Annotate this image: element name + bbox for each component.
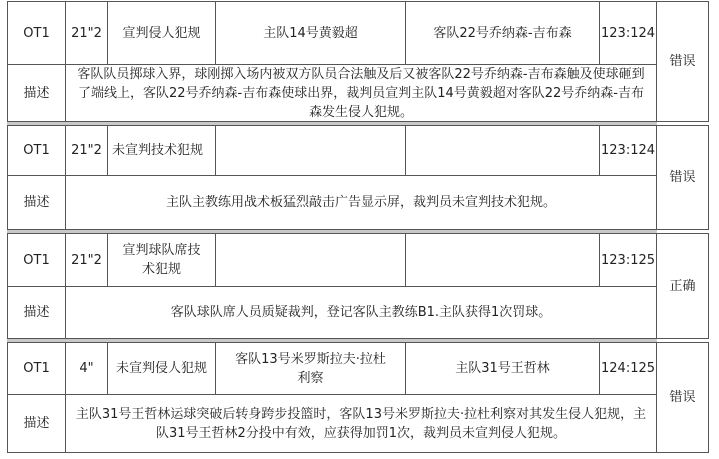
score-cell: 123:125 [599, 233, 657, 287]
call-cell: 宣判球队席技术犯规 [107, 233, 216, 287]
player-a-cell: 主队14号黄毅超 [215, 1, 406, 65]
time-cell: 21"2 [65, 233, 108, 287]
score-cell: 123:124 [599, 1, 657, 65]
period-cell: OT1 [7, 342, 66, 395]
desc-label-cell: 描述 [7, 64, 66, 122]
player-a-cell: 客队13号米罗斯拉夫·拉杜利察 [215, 342, 406, 395]
period-cell: OT1 [7, 233, 66, 287]
description-cell: 客队队员掷球入界，球刚掷入场内被双方队员合法触及后又被客队22号乔纳森-吉布森触及使球砸到了端线上，客队22号乔纳森-吉布森使球出界，裁判员宣判主队14号黄毅超对客队22号乔纳森-吉布森发生侵人犯规。 [65, 64, 657, 122]
score-cell: 123:124 [599, 125, 657, 176]
period-cell: OT1 [7, 125, 66, 176]
verdict-cell: 错误 [656, 125, 709, 230]
verdict-cell: 正确 [656, 233, 709, 339]
period-cell: OT1 [7, 1, 66, 65]
player-b-cell: 客队22号乔纳森-吉布森 [405, 1, 600, 65]
player-b-cell: 主队31号王哲林 [405, 342, 600, 395]
call-cell: 未宣判技术犯规 [107, 125, 216, 176]
desc-label-cell: 描述 [7, 394, 66, 453]
desc-label-cell: 描述 [7, 175, 66, 230]
description-cell: 主队31号王哲林运球突破后转身跨步投篮时，客队13号米罗斯拉夫·拉杜利察对其发生侵人犯规，主队31号王哲林2分投中有效，应获得加罚1次，裁判员未宣判侵人犯规。 [65, 394, 657, 453]
review-table [7, 1, 709, 453]
call-cell: 未宣判侵人犯规 [107, 342, 216, 395]
player-b-cell [405, 233, 600, 287]
player-a-cell [215, 233, 406, 287]
description-cell: 主队主教练用战术板猛烈敲击广告显示屏，裁判员未宣判技术犯规。 [65, 175, 657, 230]
score-cell: 124:125 [599, 342, 657, 395]
description-cell: 客队球队席人员质疑裁判，登记客队主教练B1.主队获得1次罚球。 [65, 286, 657, 339]
time-cell: 21"2 [65, 1, 108, 65]
time-cell: 4" [65, 342, 108, 395]
verdict-cell: 错误 [656, 1, 709, 122]
time-cell: 21"2 [65, 125, 108, 176]
verdict-cell: 错误 [656, 342, 709, 453]
call-cell: 宣判侵人犯规 [107, 1, 216, 65]
player-a-cell [215, 125, 406, 176]
player-b-cell [405, 125, 600, 176]
desc-label-cell: 描述 [7, 286, 66, 339]
